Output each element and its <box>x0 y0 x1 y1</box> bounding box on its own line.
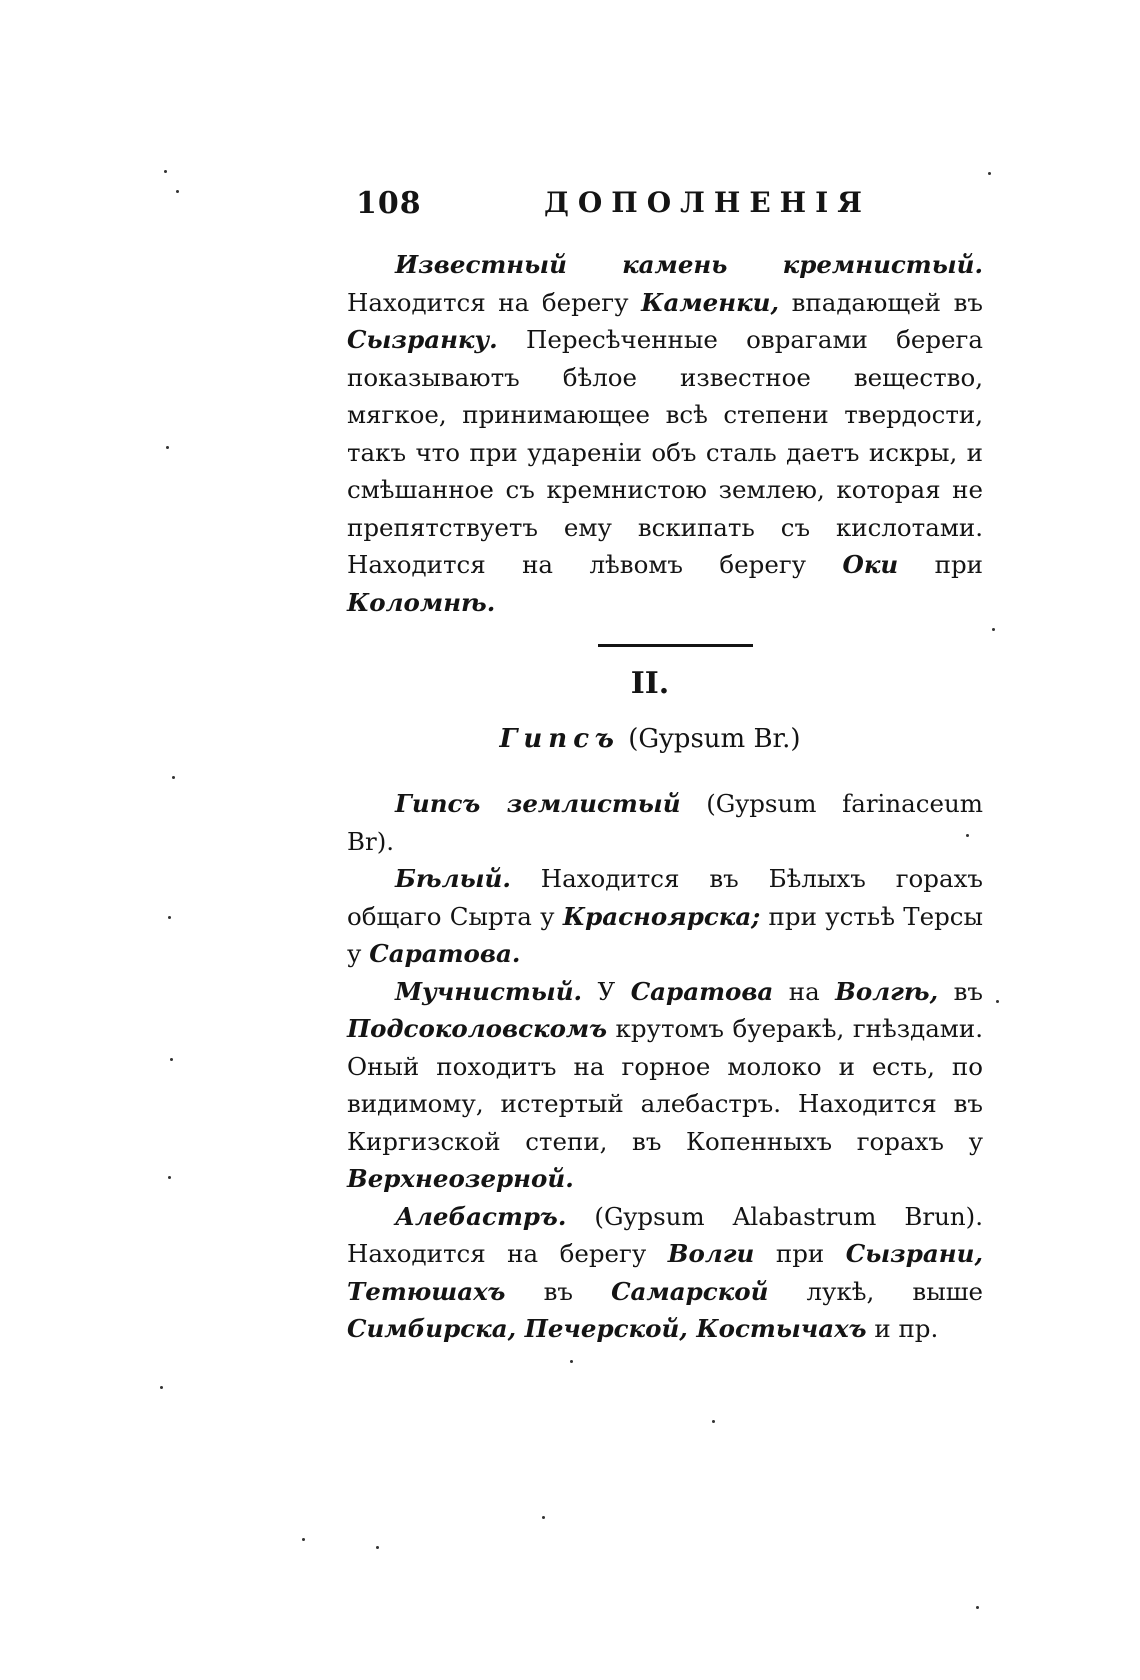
paper-speck <box>976 1606 979 1609</box>
paragraph-text: крутомъ буеракѣ, гнѣздами. Оный походитъ на горное молоко и есть, по видимому, истертый алебастръ. Находится въ Киргизской степи, въ Копенныхъ горахъ у <box>347 1014 983 1156</box>
paper-speck <box>712 1420 715 1423</box>
paragraph-text: при устьѣ Терсы у <box>347 901 983 968</box>
page-header <box>356 186 976 226</box>
place-name: Оки <box>842 550 899 579</box>
place-name: Коломнѣ. <box>347 587 496 617</box>
term-label: Алебастръ. <box>395 1201 567 1231</box>
term-label: Бѣлый. <box>395 864 511 893</box>
term-label: Гипсъ землистый <box>395 789 681 818</box>
paper-speck <box>164 170 167 173</box>
paper-speck <box>542 1516 545 1519</box>
place-name: Симбирска, Печерской, Костычахъ <box>347 1314 867 1343</box>
paragraph-text: на <box>773 976 836 1006</box>
running-title: ДОПОЛНЕНІЯ <box>544 186 871 219</box>
paragraph-text: въ <box>938 976 984 1006</box>
paragraph-white <box>347 860 983 973</box>
paper-speck <box>176 190 179 193</box>
intro-text-block <box>347 246 983 621</box>
paragraph-text: (Gypsum Alabastrum Brun). Находится на берегу <box>347 1201 983 1268</box>
section-number: II. <box>630 666 670 701</box>
place-name: Волги <box>667 1239 755 1268</box>
paragraph-text: лукѣ, выше <box>768 1276 983 1306</box>
place-name: Сызранку. <box>347 325 498 354</box>
paragraph-text: У <box>582 976 631 1006</box>
place-name: Каменки, <box>641 287 779 317</box>
place-name: Тетюшахъ <box>347 1276 506 1306</box>
section-title <box>440 724 860 754</box>
place-name: Волгѣ, <box>835 976 939 1006</box>
paper-speck <box>168 916 171 919</box>
paragraph-text: Находится на берегу <box>347 287 642 317</box>
place-name: Сызрани, <box>845 1239 983 1268</box>
intro-paragraph <box>347 246 983 621</box>
section-title-latin: (Gypsum Br.) <box>628 724 801 754</box>
paragraph-text: и пр. <box>866 1314 939 1343</box>
place-name: Верхнеозерной. <box>347 1164 574 1193</box>
paragraph-text: Пересѣченные оврагами берега показываютъ бѣлое известное вещество, мягкое, принимающее всѣ степени твердости, такъ что при удареніи объ сталь даетъ искры, и смѣшанное съ кремнистою землею, которая не препятствуетъ ему вскипать съ кислотами. Находится на лѣвомъ берегу <box>347 325 983 579</box>
paper-speck <box>302 1538 305 1541</box>
place-name: Красноярска; <box>562 901 761 931</box>
place-name: Саратова <box>630 976 774 1006</box>
page-number: 108 <box>356 186 422 221</box>
paper-speck <box>172 776 175 779</box>
paragraph-text: въ <box>505 1276 612 1306</box>
paper-speck <box>570 1360 573 1363</box>
paper-speck <box>170 1058 173 1061</box>
paragraph-text: (Gypsum farinaceum Br). <box>347 789 983 856</box>
section-divider <box>598 644 753 647</box>
paper-speck <box>996 1000 999 1003</box>
term-label: Мучнистый. <box>395 976 583 1006</box>
section-title-ru: Гипсъ <box>499 724 620 754</box>
term-label: Известный камень кремнистый. <box>395 250 983 279</box>
place-name: Подсоколовскомъ <box>347 1014 608 1043</box>
paper-speck <box>988 172 991 175</box>
paragraph-text: при <box>754 1239 846 1268</box>
paragraph-text: при <box>898 550 983 579</box>
paragraph-floury <box>347 973 983 1198</box>
paragraph-gypsum-earthy <box>347 785 983 860</box>
paragraph-alabaster <box>347 1198 983 1348</box>
paper-speck <box>168 1176 171 1179</box>
paper-speck <box>992 628 995 631</box>
paper-speck <box>376 1546 379 1549</box>
place-name: Саратова. <box>369 939 521 968</box>
paper-speck <box>166 446 169 449</box>
place-name: Самарской <box>611 1276 769 1306</box>
section-text-block <box>347 785 983 1348</box>
paper-speck <box>160 1386 163 1389</box>
paper-speck <box>966 834 969 837</box>
paragraph-text: впадающей въ <box>779 287 983 317</box>
paragraph-text: Находится въ Бѣлыхъ горахъ общаго Сырта у <box>347 864 983 931</box>
